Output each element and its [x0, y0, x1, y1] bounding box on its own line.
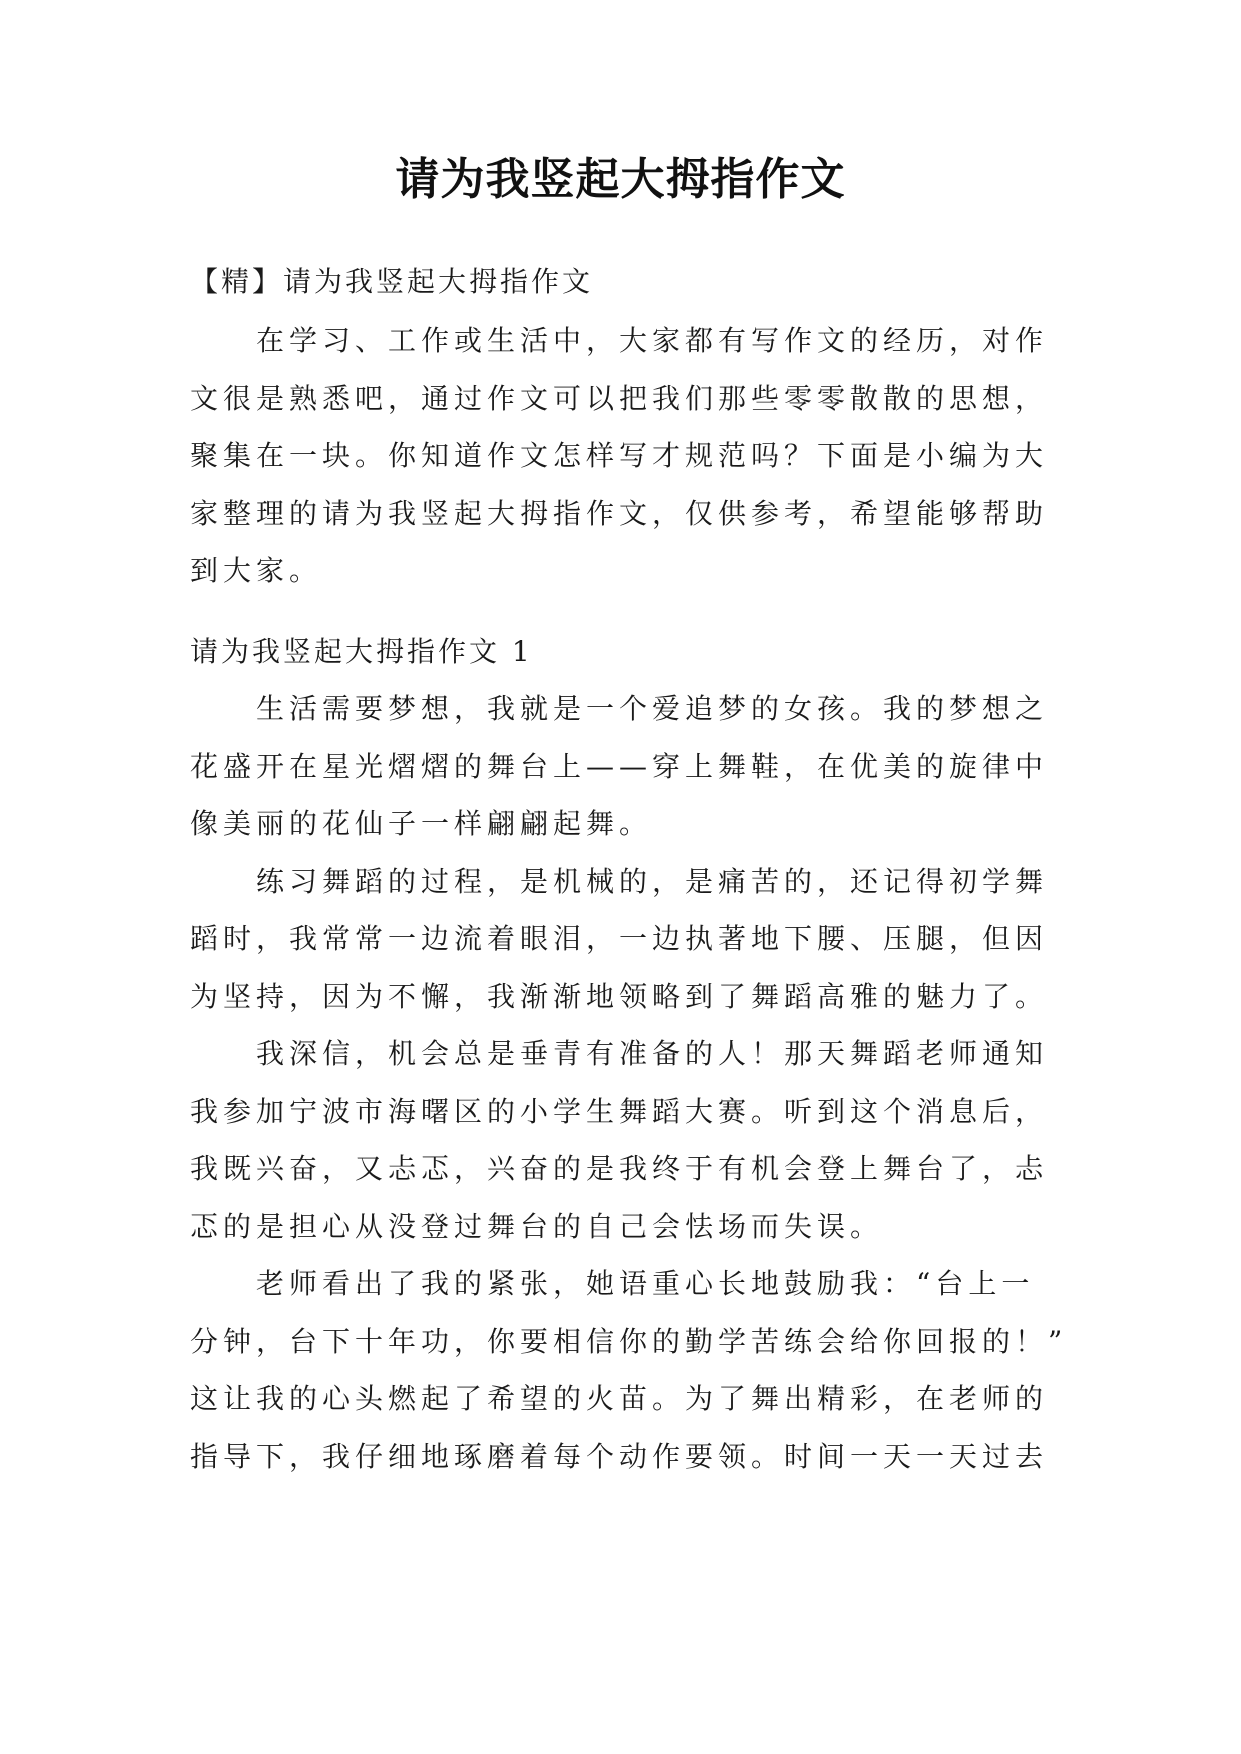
intro-paragraph — [190, 312, 1052, 600]
text-line: 我深信，机会总是垂青有准备的人！那天舞蹈老师通知 — [190, 1037, 1049, 1070]
text-line: 我既兴奋，又忐忑，兴奋的是我终于有机会登上舞台了，忐 — [190, 1152, 1049, 1185]
intro-heading: 【精】请为我竖起大拇指作文 — [190, 265, 594, 298]
text-line: 到大家。 — [190, 554, 323, 587]
text-line: 忑的是担心从没登过舞台的自己会怯场而失误。 — [190, 1209, 884, 1243]
text-line: 练习舞蹈的过程，是机械的，是痛苦的，还记得初学舞 — [190, 864, 1049, 898]
text-line: 像美丽的花仙子一样翩翩起舞。 — [190, 807, 653, 840]
text-line: 在学习、工作或生活中，大家都有写作文的经历，对作 — [190, 324, 1049, 357]
text-line: 这让我的心头燃起了希望的火苗。为了舞出精彩，在老师的 — [190, 1382, 1049, 1415]
text-line: 文很是熟悉吧，通过作文可以把我们那些零零散散的思想， — [190, 381, 1049, 415]
text-line: 聚集在一块。你知道作文怎样写才规范吗？下面是小编为大 — [190, 439, 1049, 472]
text-line: 蹈时，我常常一边流着眼泪，一边执著地下腰、压腿，但因 — [190, 922, 1049, 955]
document-title: 请为我竖起大拇指作文 — [395, 154, 846, 205]
text-line: 家整理的请为我竖起大拇指作文，仅供参考，希望能够帮助 — [190, 496, 1049, 530]
body-paragraphs — [190, 680, 1068, 1485]
text-line: 花盛开在星光熠熠的舞台上——穿上舞鞋，在优美的旋律中 — [190, 749, 1049, 783]
text-line: 为坚持，因为不懈，我渐渐地领略到了舞蹈高雅的魅力了。 — [190, 979, 1049, 1013]
text-line: 老师看出了我的紧张，她语重心长地鼓励我：“台上一 — [190, 1267, 1035, 1300]
text-line: 指导下，我仔细地琢磨着每个动作要领。时间一天一天过去 — [190, 1439, 1049, 1473]
section-heading: 请为我竖起大拇指作文 1 — [190, 635, 533, 668]
text-line: 分钟，台下十年功，你要相信你的勤学苦练会给你回报的！” — [190, 1324, 1068, 1358]
text-line: 生活需要梦想，我就是一个爱追梦的女孩。我的梦想之 — [190, 692, 1049, 725]
text-line: 我参加宁波市海曙区的小学生舞蹈大赛。听到这个消息后， — [190, 1094, 1049, 1128]
